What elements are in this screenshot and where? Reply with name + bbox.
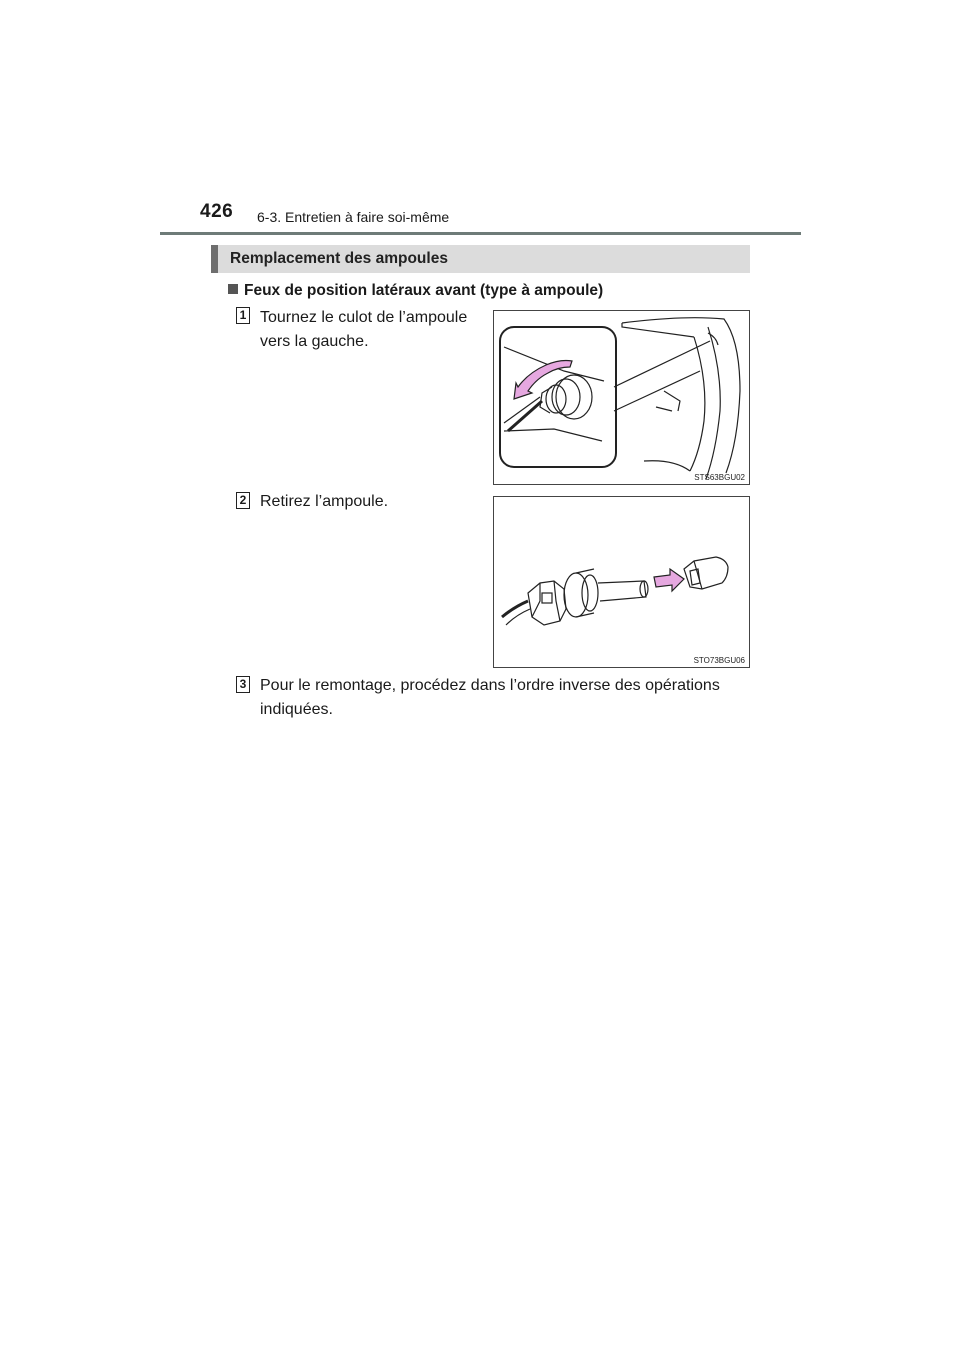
square-bullet-icon [228, 284, 238, 294]
figure-code-1: STS63BGU02 [694, 473, 745, 482]
section-title: 6-3. Entretien à faire soi-même [257, 209, 450, 225]
section-banner [211, 245, 750, 273]
header-rule [160, 232, 801, 235]
step-3-line-2: indiquées. [260, 701, 333, 718]
step-number-3: 3 [236, 676, 250, 693]
step-1-line-2: vers la gauche. [260, 333, 369, 350]
step-3-line-1: Pour le remontage, procédez dans l’ordre inverse des opérations [260, 677, 720, 694]
step-number-2: 2 [236, 492, 250, 509]
subheading [228, 282, 603, 300]
step-3-text [260, 674, 720, 722]
bulb-socket-rotation-illustration [494, 311, 750, 485]
step-number-1: 1 [236, 307, 250, 324]
figure-bulb-socket-rotation [493, 310, 750, 485]
step-1-line-1: Tournez le culot de l’ampoule [260, 309, 468, 326]
step-1-text [260, 306, 467, 354]
bulb-removal-illustration [494, 497, 750, 668]
subheading-text: Feux de position latéraux avant (type à ampoule) [244, 282, 604, 299]
banner-title: Remplacement des ampoules [230, 250, 448, 267]
step-2-text: Retirez l’ampoule. [260, 493, 389, 510]
figure-code-2: STO73BGU06 [693, 656, 745, 665]
page-number: 426 [200, 201, 234, 222]
figure-bulb-removal [493, 496, 750, 668]
